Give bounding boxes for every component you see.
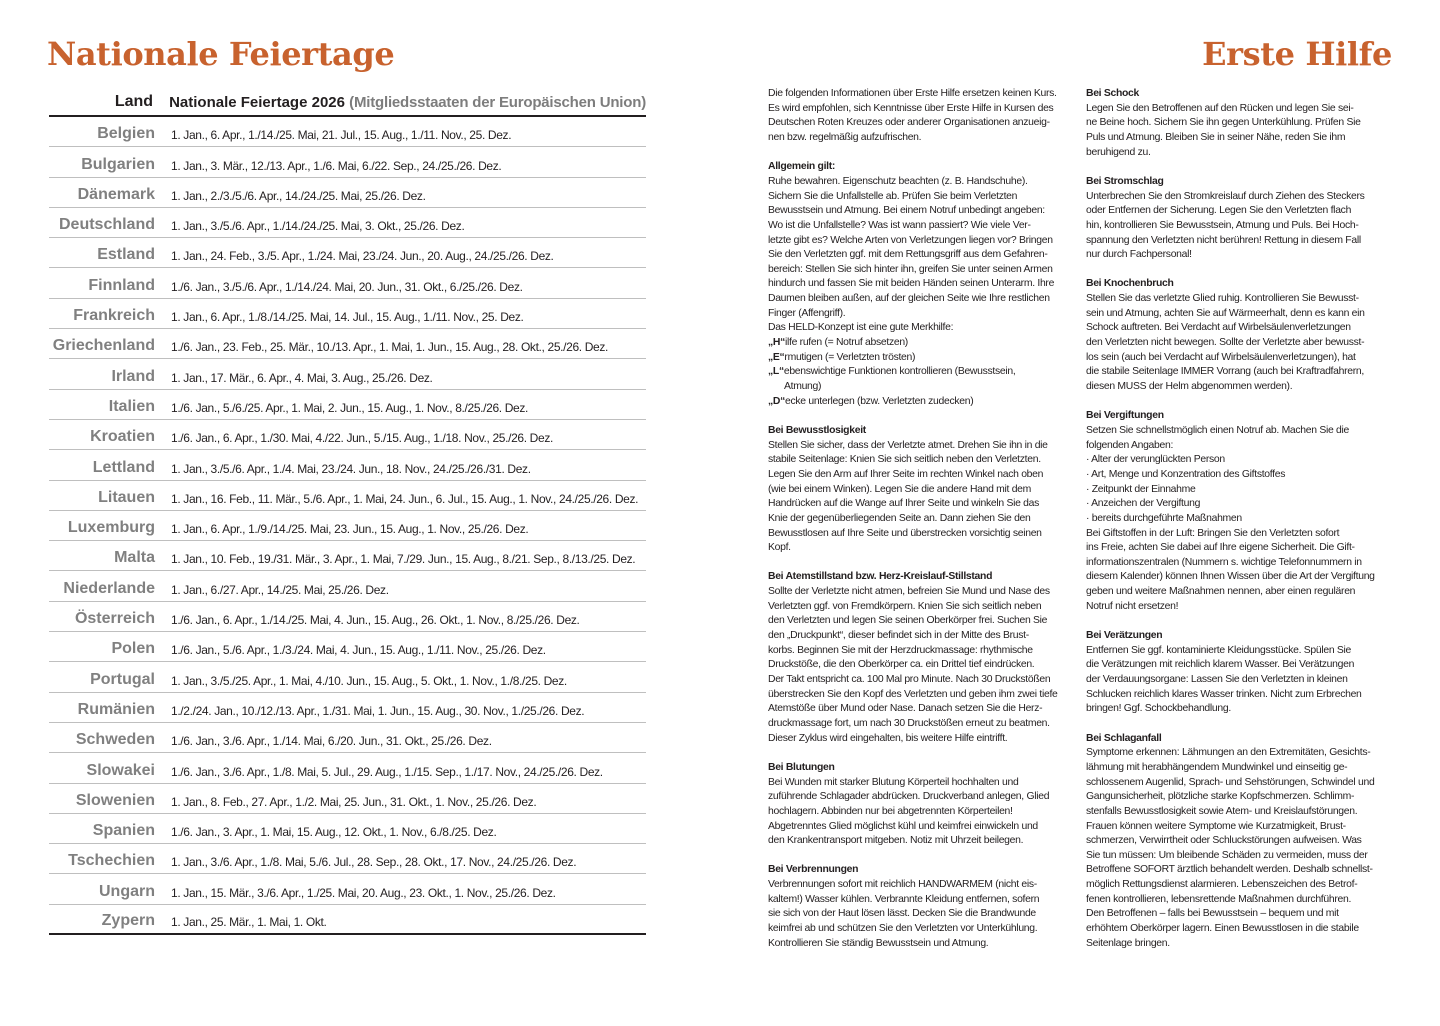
table-row [49, 178, 646, 208]
dates-cell: 1./6. Jan., 6. Apr., 1./14./25. Mai, 4. Jun., 15. Aug., 26. Okt., 1. Nov., 8./25./26. Dez. [171, 613, 580, 628]
section-body: Bei Wunden mit starker Blutung Körperteil hochhalten und zuführende Schlagader abdrücken. Druckverband anlegen, Glied hochlagern. Abbinden nur bei abgetrennten Körperteilen! Abgetrenntes Glied möglichst kühl und keimfrei einwickeln und den Krankentransport mitgeben. Notiz mit Uhrzeit beilegen. [768, 776, 1050, 847]
table-row [49, 359, 646, 389]
country-cell: Lettland [92, 458, 155, 476]
first-aid-heading: Erste Hilfe [1202, 35, 1392, 73]
held-letter: „L“ [768, 366, 784, 378]
dates-cell: 1. Jan., 16. Feb., 11. Mär., 5./6. Apr., 1. Mai, 24. Jun., 6. Jul., 15. Aug., 1. Nov., 24./25./26. Dez. [171, 491, 639, 506]
first-aid-column-1 [768, 87, 1073, 966]
section-title: Bei Schock [1086, 88, 1140, 99]
table-row [49, 602, 646, 632]
country-cell: Kroatien [90, 428, 155, 446]
section-allgemein [768, 160, 1073, 409]
section-title: Bei Atemstillstand bzw. Herz-Kreislauf-Stillstand [768, 571, 993, 583]
table-row [49, 238, 646, 268]
held-item [768, 380, 1073, 395]
country-cell: Tschechien [68, 852, 155, 870]
dates-cell: 1. Jan., 2./3./5./6. Apr., 14./24./25. Mai, 25./26. Dez. [171, 188, 426, 203]
dates-cell: 1./6. Jan., 23. Feb., 25. Mär., 10./13. Apr., 1. Mai, 1. Jun., 15. Aug., 28. Okt., 25./26. Dez. [171, 340, 609, 355]
country-cell: Portugal [90, 670, 155, 688]
first-aid-section [768, 424, 1073, 556]
first-aid-section [1086, 629, 1391, 717]
column-1-sections [768, 424, 1073, 951]
table-row [49, 390, 646, 420]
column-header-holidays [157, 94, 646, 111]
section-title: Bei Vergiftungen [1086, 410, 1164, 422]
table-row [49, 117, 646, 147]
held-letter: „H“ [768, 337, 785, 349]
held-text: ilfe rufen (= Notruf absetzen) [785, 337, 908, 349]
column-header-subtitle: (Mitgliedsstaaten der Europäischen Union) [349, 94, 646, 111]
table-row [49, 147, 646, 177]
held-text: ebenswichtige Funktionen kontrollieren (Bewusstsein, [783, 366, 1016, 378]
first-aid-section [1086, 87, 1391, 160]
intro-text: Die folgenden Informationen über Erste Hilfe ersetzen keinen Kurs. Es wird empfohlen, sich Kenntnisse über Erste Hilfe in Kursen des Deutschen Roten Kreuzes oder anderer Organisationen anzueig- nen bzw. regelmäßig aufzufrischen. [768, 88, 1057, 143]
first-aid-section [1086, 409, 1391, 614]
section-title: Bei Verbrennungen [768, 864, 859, 876]
section-body: Verbrennungen sofort mit reichlich HANDWARMEM (nicht eis- kaltem!) Wasser kühlen. Verbrannte Kleidung entfernen, sofern sie sich von der Haut lösen lässt. Decken Sie die Brandwunde keimfrei ab und schützen Sie den Verletzten vor Unterkühlung. Kontrollieren Sie ständig Bewusstsein und Atmung. [768, 879, 1040, 949]
country-cell: Ungarn [99, 882, 155, 900]
section-title: Bei Verätzungen [1086, 630, 1163, 642]
country-cell: Estland [97, 246, 155, 264]
dates-cell: 1. Jan., 6./27. Apr., 14./25. Mai, 25./26. Dez. [171, 582, 389, 597]
column-2-sections [1086, 87, 1391, 951]
table-row [49, 693, 646, 723]
table-row [49, 481, 646, 511]
country-cell: Schweden [75, 731, 155, 749]
dates-cell: 1. Jan., 24. Feb., 3./5. Apr., 1./24. Mai, 23./24. Jun., 20. Aug., 24./25./26. Dez. [171, 249, 554, 264]
dates-cell: 1. Jan., 3./5./25. Apr., 1. Mai, 4./10. Jun., 15. Aug., 5. Okt., 1. Nov., 1./8./25. Dez. [171, 673, 567, 688]
column-header-title: Nationale Feiertage 2026 [169, 94, 345, 111]
first-aid-column-2 [1086, 87, 1391, 966]
country-cell: Finnland [88, 276, 155, 294]
dates-cell: 1./6. Jan., 6. Apr., 1./30. Mai, 4./22. Jun., 5./15. Aug., 1./18. Nov., 25./26. Dez. [171, 431, 553, 446]
table-row [49, 571, 646, 601]
country-cell: Niederlande [63, 579, 155, 597]
held-concept-list [768, 336, 1073, 409]
section-title: Bei Stromschlag [1086, 175, 1164, 187]
dates-cell: 1. Jan., 10. Feb., 19./31. Mär., 3. Apr., 1. Mai, 7./29. Jun., 15. Aug., 8./21. Sep., 8./13./25. Dez. [171, 552, 636, 567]
country-cell: Spanien [92, 822, 155, 840]
country-cell: Dänemark [77, 185, 155, 203]
section-body: Stellen Sie das verletzte Glied ruhig. Kontrollieren Sie Bewusst- sein und Atmung, achten Sie auf Wärmeerhalt, denn es kann ein Schock auftreten. Bei Verdacht auf Wirbelsäulenverletzungen den Verletzten nicht bewegen. Sollte der Verletzte aber bewusst- los sein (auch bei Verdacht auf Wirbelsäulenverletzungen), hat die stabile Seitenlage IMMER Vorrang (auch bei Kraftradfahrern, diesen MUSS der Helm abgenommen werden). [1086, 293, 1365, 392]
holidays-heading: Nationale Feiertage [47, 35, 395, 73]
dates-cell: 1./6. Jan., 3./6. Apr., 1./14. Mai, 6./20. Jun., 31. Okt., 25./26. Dez. [171, 734, 492, 749]
country-cell: Malta [114, 549, 155, 567]
held-text: rmutigen (= Verletzten trösten) [784, 351, 916, 363]
table-row [49, 784, 646, 814]
held-item [768, 336, 1073, 351]
country-cell: Slowenien [75, 791, 155, 809]
country-cell: Irland [111, 367, 155, 385]
country-cell: Italien [108, 397, 155, 415]
section-body: Symptome erkennen: Lähmungen an den Extremitäten, Gesichts- lähmung mit herabhängendem Mundwinkel und einseitig ge- schlossenem Augenlid, Sprach- und Sehstörungen, Schwindel und Gangunsicherheit, plötzliche starke Kopfschmerzen. Schlimm- stenfalls Bewusstlosigkeit sowie Atem- und Kreislaufstörungen. Frauen können weitere Symptome wie Kurzatmigkeit, Brust- schmerzen, Verwirrtheit oder Schluckstörungen aufweisen. Was Sie tun müssen: Um bleibende Schäden zu vermeiden, muss der Betroffene SOFORT ärztlich behandelt werden. Deshalb schnellst- möglich Rettungsdienst alarmieren. Lebenszeichen des Betrof- fenen kontrollieren, lebensrettende Maßnahmen durchführen. Den Betroffenen – falls bei Bewusstsein – bequem und mit erhöhtem Oberkörper lagern. Einen Bewusstlosen in die stabile Seitenlage bringen. [1086, 747, 1375, 949]
section-title: Bei Bewusstlosigkeit [768, 424, 866, 436]
dates-cell: 1. Jan., 8. Feb., 27. Apr., 1./2. Mai, 25. Jun., 31. Okt., 1. Nov., 25./26. Dez. [171, 794, 537, 809]
table-row [49, 874, 646, 904]
country-cell: Bulgarien [81, 155, 155, 173]
dates-cell: 1. Jan., 17. Mär., 6. Apr., 4. Mai, 3. Aug., 25./26. Dez. [171, 370, 433, 385]
dates-cell: 1./6. Jan., 3./5./6. Apr., 1./14./24. Mai, 20. Jun., 31. Okt., 6./25./26. Dez. [171, 279, 523, 294]
section-body: Sollte der Verletzte nicht atmen, befreien Sie Mund und Nase des Verletzten ggf. von Fremdkörpern. Knien Sie sich seitlich neben den Verletzten und legen Sie seinen Oberkörper frei. Suchen Sie den „Druckpunkt“, dieser befindet sich in der Mitte des Brust- korbs. Beginnen Sie mit der Herzdruckmassage: rhythmische Druckstöße, die den Oberkörper ca. ein Drittel tief eindrücken. Der Takt entspricht ca. 100 Mal pro Minute. Nach 30 Druckstößen überstrecken Sie den Kopf des Verletzten und geben ihm zwei tiefe Atemstöße über Mund oder Nase. Danach setzen Sie die Herz- druckmassage fort, um nach 30 Druckstößen erneut zu beatmen. Dieser Zyklus wird eingehalten, bis weitere Hilfe eintrifft. [768, 586, 1058, 744]
country-cell: Deutschland [58, 216, 155, 234]
table-row [49, 450, 646, 480]
held-text: ecke unterlegen (bzw. Verletzten zudecken) [785, 395, 974, 407]
dates-cell: 1. Jan., 25. Mär., 1. Mai, 1. Okt. [171, 915, 327, 930]
first-aid-intro [768, 87, 1073, 146]
holiday-table [49, 88, 646, 935]
dates-cell: 1./6. Jan., 5./6./25. Apr., 1. Mai, 2. Jun., 15. Aug., 1. Nov., 8./25./26. Dez. [171, 400, 529, 415]
section-title: Bei Blutungen [768, 761, 835, 773]
dates-cell: 1. Jan., 3./6. Apr., 1./8. Mai, 5./6. Jul., 28. Sep., 28. Okt., 17. Nov., 24./25./26. Dez. [171, 855, 577, 870]
dates-cell: 1. Jan., 6. Apr., 1./14./25. Mai, 21. Jul., 15. Aug., 1./11. Nov., 25. Dez. [171, 128, 512, 143]
table-body [49, 117, 646, 935]
section-body: Ruhe bewahren. Eigenschutz beachten (z. B. Handschuhe). Sichern Sie die Unfallstelle ab. Prüfen Sie beim Verletzten Bewusstsein und Atmung. Bei einem Notruf unbedingt angeben: Wo ist die Unfallstelle? Was ist wann passiert? Wie viele Ver- letzte gibt es? Welche Arten von Verletzungen liegen vor? Bringen Sie den Verletzten ggf. mit dem Rettungsgriff aus dem Gefahren- bereich: Stellen Sie sich hinter ihn, greifen Sie unter seinen Armen hindurch und fassen Sie mit beiden Händen seinen Unterarm. Ihre Daumen bleiben außen, auf der gleichen Seite wie Ihre restlichen Finger (Affengriff). Das HELD-Konzept ist eine gute Merkhilfe: [768, 175, 1055, 334]
country-cell: Griechenland [52, 337, 155, 355]
section-body: Entfernen Sie ggf. kontaminierte Kleidungsstücke. Spülen Sie die Verätzungen mit reichlich klarem Wasser. Bei Verätzungen der Verdauungsorgane: Lassen Sie den Verletzten in kleinen Schlucken reichlich klares Wasser trinken. Nicht zum Erbrechen bringen! Ggf. Schockbehandlung. [1086, 644, 1362, 715]
table-row [49, 268, 646, 298]
table-row [49, 329, 646, 359]
country-cell: Belgien [97, 125, 155, 143]
first-aid-section [1086, 732, 1391, 952]
section-title: Bei Knochenbruch [1086, 278, 1174, 290]
section-body: Stellen Sie sicher, dass der Verletzte atmet. Drehen Sie ihn in die stabile Seitenlage: Knien Sie sich seitlich neben den Verletzten. Legen Sie den Arm auf Ihrer Seite im rechten Winkel nach oben (wie bei einem Winken). Legen Sie die andere Hand mit dem Handrücken auf die Wange auf Ihrer Seite und winkeln Sie das Knie der gegenüberliegenden Seite an. Dann ziehen Sie den Bewusstlosen auf Ihre Seite und überstrecken vorsichtig seinen Kopf. [768, 439, 1048, 554]
held-item [768, 365, 1073, 380]
dates-cell: 1. Jan., 3. Mär., 12./13. Apr., 1./6. Mai, 6./22. Sep., 24./25./26. Dez. [171, 158, 502, 173]
held-letter: „D“ [768, 395, 785, 407]
held-text: Atmung) [784, 381, 822, 393]
table-row [49, 753, 646, 783]
held-item [768, 395, 1073, 410]
table-row [49, 662, 646, 692]
first-aid-section [768, 761, 1073, 849]
held-letter: „E“ [768, 351, 785, 363]
held-item [768, 351, 1073, 366]
dates-cell: 1. Jan., 6. Apr., 1./9./14./25. Mai, 23. Jun., 15. Aug., 1. Nov., 25./26. Dez. [171, 522, 529, 537]
section-body: Unterbrechen Sie den Stromkreislauf durch Ziehen des Steckers oder Entfernen der Sicherung. Legen Sie den Verletzten flach hin, kontrollieren Sie Bewusstsein, Atmung und Puls. Bei Hoch- spannung den Verletzten nicht berühren! Rettung in diesem Fall nur durch Fachpersonal! [1086, 190, 1365, 261]
country-cell: Zypern [101, 912, 155, 930]
table-row [49, 814, 646, 844]
country-cell: Rumänien [77, 700, 155, 718]
dates-cell: 1. Jan., 6. Apr., 1./8./14./25. Mai, 14. Jul., 15. Aug., 1./11. Nov., 25. Dez. [171, 310, 524, 325]
country-cell: Luxemburg [67, 519, 155, 537]
table-row [49, 420, 646, 450]
column-header-land: Land [114, 93, 154, 110]
table-row [49, 844, 646, 874]
dates-cell: 1. Jan., 3./5./6. Apr., 1./14./24./25. Mai, 3. Okt., 25./26. Dez. [171, 219, 465, 234]
dates-cell: 1. Jan., 3./5./6. Apr., 1./4. Mai, 23./24. Jun., 18. Nov., 24./25./26./31. Dez. [171, 461, 531, 476]
first-aid-section [1086, 175, 1391, 263]
table-row [49, 541, 646, 571]
country-cell: Frankreich [73, 307, 155, 325]
table-row [49, 511, 646, 541]
dates-cell: 1. Jan., 15. Mär., 3./6. Apr., 1./25. Mai, 20. Aug., 23. Okt., 1. Nov., 25./26. Dez. [171, 885, 556, 900]
table-row [49, 723, 646, 753]
section-body: Legen Sie den Betroffenen auf den Rücken und legen Sie sei- ne Beine hoch. Sichern Sie ihn gegen Unterkühlung. Prüfen Sie Puls und Atmung. Bleiben Sie in seiner Nähe, reden Sie ihm beruhigend zu. [1086, 102, 1361, 158]
table-row [49, 299, 646, 329]
section-body: Setzen Sie schnellstmöglich einen Notruf ab. Machen Sie die folgenden Angaben: · Alter der verunglückten Person · Art, Menge und Konzentration des Giftstoffes · Zeitpunkt der Einnahme · Anzeichen der Vergiftung · bereits durchgeführte Maßnahmen Bei Giftstoffen in der Luft: Bringen Sie den Verletzten sofort ins Freie, achten Sie dabei auf Ihre eigene Sicherheit. Die Gift- informationszentralen (Nummern s. wichtige Telefonnummern in diesem Kalender) können Ihnen Wissen über die Art der Vergiftung geben und weitere Maßnahmen nennen, aber einen regulären Notruf nicht ersetzen! [1086, 424, 1375, 612]
table-row [49, 905, 646, 935]
section-title: Bei Schlaganfall [1086, 732, 1162, 744]
first-aid-section [768, 863, 1073, 951]
table-header [49, 88, 646, 117]
dates-cell: 1./6. Jan., 5./6. Apr., 1./3./24. Mai, 4. Jun., 15. Aug., 1./11. Nov., 25./26. Dez. [171, 643, 546, 658]
country-cell: Litauen [98, 488, 155, 506]
country-cell: Polen [111, 640, 155, 658]
section-title: Allgemein gilt: [768, 161, 836, 173]
dates-cell: 1./2./24. Jan., 10./12./13. Apr., 1./31. Mai, 1. Jun., 15. Aug., 30. Nov., 1./25./26. Dez. [171, 703, 585, 718]
table-row [49, 208, 646, 238]
page-right-first-aid [720, 0, 1440, 1026]
first-aid-section [768, 570, 1073, 746]
first-aid-section [1086, 277, 1391, 394]
dates-cell: 1./6. Jan., 3. Apr., 1. Mai, 15. Aug., 12. Okt., 1. Nov., 6./8./25. Dez. [171, 825, 497, 840]
table-row [49, 632, 646, 662]
dates-cell: 1./6. Jan., 3./6. Apr., 1./8. Mai, 5. Jul., 29. Aug., 1./15. Sep., 1./17. Nov., 24./25./26. Dez. [171, 764, 603, 779]
country-cell: Slowakei [86, 761, 155, 779]
country-cell: Österreich [74, 610, 155, 628]
